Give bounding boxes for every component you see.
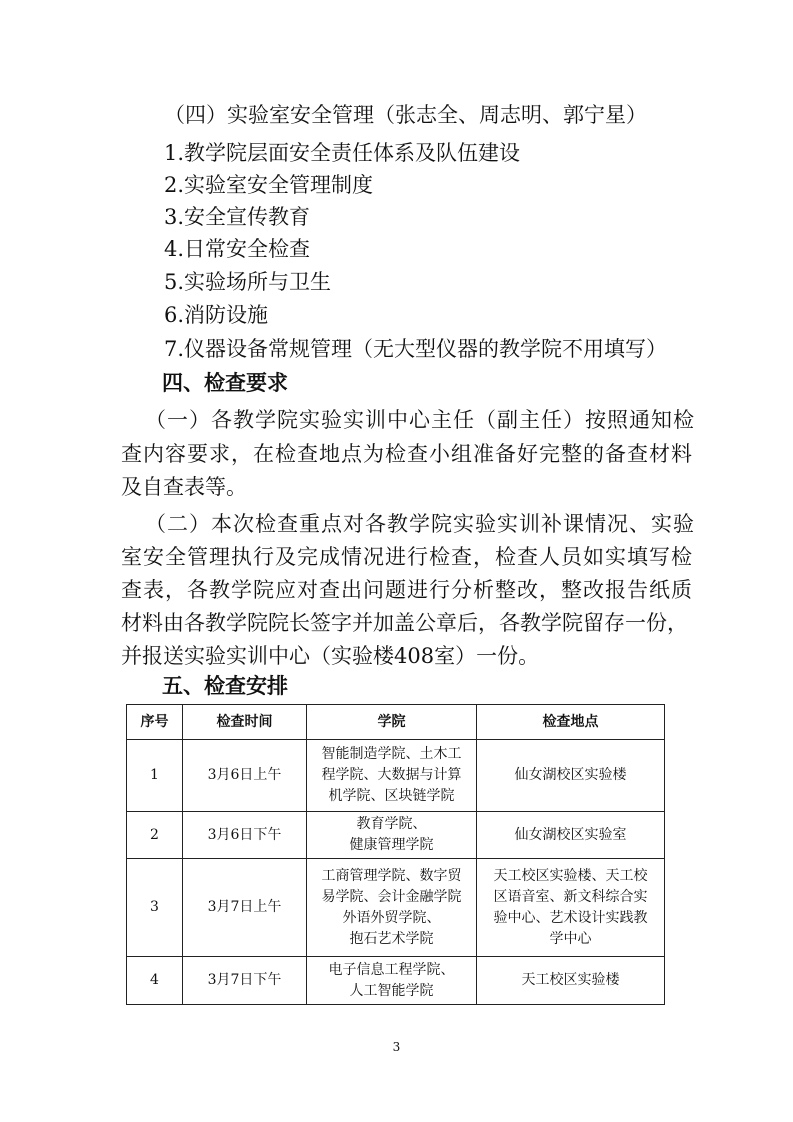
page-number: 3: [392, 1040, 401, 1054]
header-college: 学院: [307, 705, 477, 740]
table-row: [127, 957, 665, 1005]
cell-time: 3月6日下午: [183, 812, 307, 859]
cell-time: 3月6日上午: [183, 740, 307, 812]
table-header-row: [127, 705, 665, 740]
paragraph-line: 及自查表等。: [121, 475, 247, 499]
cell-college: 智能制造学院、土木工 程学院、大数据与计算 机学院、区块链学院: [307, 740, 477, 812]
paragraph-line: （一）各教学院实验实训中心主任（副主任）按照通知检: [145, 408, 695, 432]
paragraph-line: 查内容要求，在检查地点为检查小组准备好完整的备查材料: [121, 442, 693, 466]
list-item: 4.日常安全检查: [164, 237, 311, 261]
table-row: [127, 859, 665, 957]
cell-no: 2: [127, 812, 183, 859]
list-item: 3.安全宣传教育: [164, 205, 311, 229]
part5-title: 五、检查安排: [162, 674, 288, 698]
paragraph-line: （二）本次检查重点对各教学院实验实训补课情况、实验: [145, 512, 695, 536]
cell-no: 1: [127, 740, 183, 812]
cell-location: 仙女湖校区实验室: [477, 812, 665, 859]
paragraph-line: 室安全管理执行及完成情况进行检查，检查人员如实填写检: [121, 545, 693, 569]
list-item: 7.仪器设备常规管理（无大型仪器的教学院不用填写）: [164, 337, 668, 361]
paragraph-line: 并报送实验实训中心（实验楼408室）一份。: [121, 644, 540, 668]
list-item: 6.消防设施: [164, 303, 269, 327]
header-time: 检查时间: [183, 705, 307, 740]
cell-location: 仙女湖校区实验楼: [477, 740, 665, 812]
cell-college: 教育学院、 健康管理学院: [307, 812, 477, 859]
paragraph-line: 材料由各教学院院长签字并加盖公章后，各教学院留存一份，: [121, 611, 688, 635]
cell-location: 天工校区实验楼: [477, 957, 665, 1005]
table-row: [127, 812, 665, 859]
cell-college: 电子信息工程学院、 人工智能学院: [307, 957, 477, 1005]
section-heading: （四）实验室安全管理（张志全、周志明、郭宁星）: [164, 103, 647, 127]
cell-time: 3月7日下午: [183, 957, 307, 1005]
list-item: 1.教学院层面安全责任体系及队伍建设: [164, 141, 521, 165]
cell-college: 工商管理学院、数字贸 易学院、会计金融学院 外语外贸学院、 抱石艺术学院: [307, 859, 477, 957]
cell-time: 3月7日上午: [183, 859, 307, 957]
cell-location: 天工校区实验楼、天工校 区语音室、新文科综合实 验中心、艺术设计实践教 学中心: [477, 859, 665, 957]
table-row: [127, 740, 665, 812]
schedule-table: [126, 704, 665, 1005]
list-item: 2.实验室安全管理制度: [164, 173, 374, 197]
cell-no: 4: [127, 957, 183, 1005]
part4-title: 四、检查要求: [162, 371, 288, 395]
cell-no: 3: [127, 859, 183, 957]
header-no: 序号: [127, 705, 183, 740]
paragraph-line: 查表，各教学院应对查出问题进行分析整改，整改报告纸质: [121, 578, 693, 602]
header-location: 检查地点: [477, 705, 665, 740]
list-item: 5.实验场所与卫生: [164, 270, 332, 294]
